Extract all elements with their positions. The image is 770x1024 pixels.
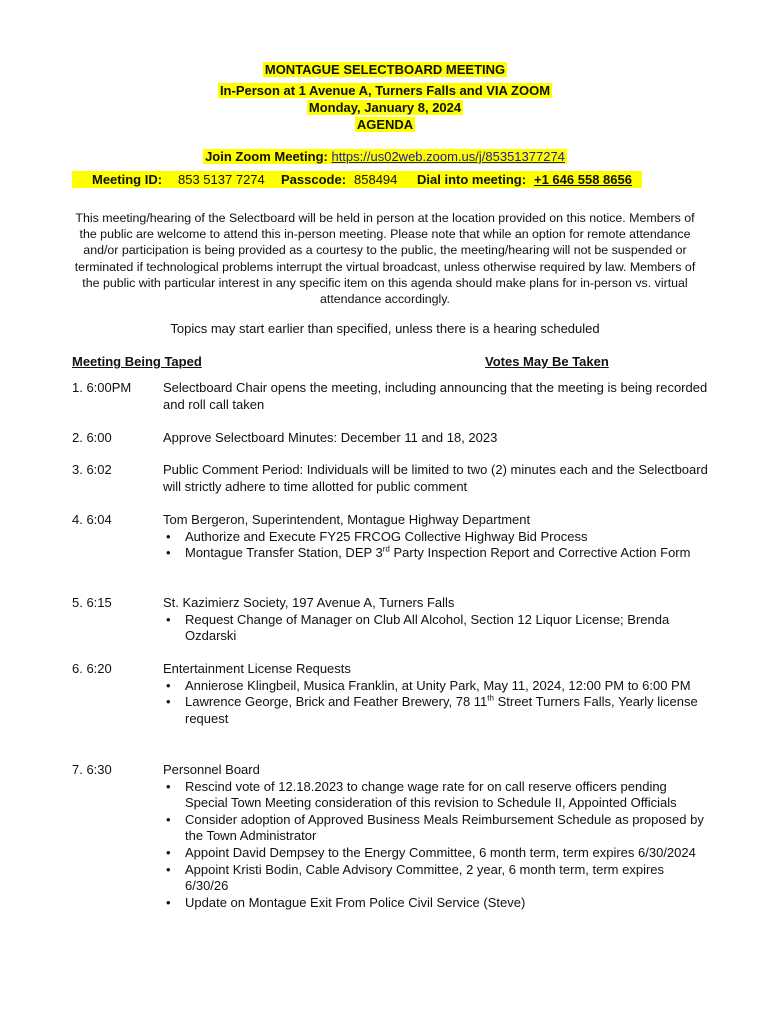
item-text: Entertainment License Requests: [163, 661, 351, 676]
list-item: • Appoint David Dempsey to the Energy Committee, 6 month term, term expires 6/30/2024: [163, 845, 708, 862]
zoom-join-line: [0, 149, 770, 164]
topics-note: Topics may start earlier than specified, unless there is a hearing scheduled: [170, 321, 600, 336]
meeting-id-label: Meeting ID:: [92, 172, 163, 187]
meeting-id-value: 853 5137 7274: [178, 172, 265, 187]
item-text: St. Kazimierz Society, 197 Avenue A, Turners Falls: [163, 595, 455, 610]
list-item: • Montague Transfer Station, DEP 3rd Party Inspection Report and Corrective Action Form: [163, 545, 708, 562]
dial-in-label: Dial into meeting:: [417, 172, 527, 187]
dial-in-number[interactable]: +1 646 558 8656: [534, 172, 632, 187]
item-number: 5. 6:15: [72, 595, 112, 610]
list-item: • Annierose Klingbeil, Musica Franklin, at Unity Park, May 11, 2024, 12:00 PM to 6:00 PM: [163, 678, 708, 695]
meeting-location: In-Person at 1 Avenue A, Turners Falls and VIA ZOOM: [219, 83, 551, 98]
votes-heading: Votes May Be Taken: [485, 354, 609, 369]
item-text: Personnel Board: [163, 762, 260, 777]
passcode-value: 858494: [354, 172, 398, 187]
list-item: • Rescind vote of 12.18.2023 to change wage rate for on call reserve officers pending Special Town Meeting consideration of this revision to Schedule II, Appointed Officials: [163, 779, 708, 812]
zoom-join-label: Join Zoom Meeting:: [205, 149, 328, 164]
list-item: • Authorize and Execute FY25 FRCOG Collective Highway Bid Process: [163, 529, 708, 546]
list-item: • Request Change of Manager on Club All Alcohol, Section 12 Liquor License; Brenda Ozdarski: [163, 612, 708, 645]
item-text: Selectboard Chair opens the meeting, including announcing that the meeting is being recorded and roll call taken: [163, 380, 708, 412]
item-number: 6. 6:20: [72, 661, 112, 676]
zoom-credentials-line: [72, 171, 642, 188]
meeting-taped-heading: Meeting Being Taped: [72, 354, 202, 369]
item-text: Approve Selectboard Minutes: December 11 and 18, 2023: [163, 430, 498, 445]
item-number: 3. 6:02: [72, 462, 112, 477]
item-number: 7. 6:30: [72, 762, 112, 777]
item-text: Tom Bergeron, Superintendent, Montague Highway Department: [163, 512, 531, 527]
list-item: • Consider adoption of Approved Business Meals Reimbursement Schedule as proposed by the Town Administrator: [163, 812, 708, 845]
meeting-title: MONTAGUE SELECTBOARD MEETING: [264, 62, 506, 77]
item-number: 1. 6:00PM: [72, 380, 132, 395]
list-item: • Appoint Kristi Bodin, Cable Advisory Committee, 2 year, 6 month term, term expires 6/30/26: [163, 862, 708, 895]
meeting-date: Monday, January 8, 2024: [308, 100, 462, 115]
item-number: 2. 6:00: [72, 430, 112, 445]
agenda-heading: AGENDA: [356, 117, 414, 132]
remote-attendance-notice: This meeting/hearing of the Selectboard will be held in person at the location provided on this notice. Members of the public are welcome to attend this in-person meeting. Please note that while an option for remote attendance and/or participation is being provided as a courtesy to the public, the meeting/hearing will not be suspended or terminated if technological problems interrupt the virtual broadcast, unless otherwise required by law. Members of the public with particular interest in any specific item on this agenda should make plans for in-person vs. virtual attendance accordingly.: [74, 211, 696, 307]
item-text: Public Comment Period: Individuals will be limited to two (2) minutes each and the Selectboard will strictly adhere to time allotted for public comment: [163, 462, 708, 494]
passcode-label: Passcode:: [281, 172, 347, 187]
list-item: • Update on Montague Exit From Police Civil Service (Steve): [163, 895, 708, 912]
zoom-join-link[interactable]: https://us02web.zoom.us/j/85351377274: [331, 149, 565, 164]
list-item: • Lawrence George, Brick and Feather Brewery, 78 11th Street Turners Falls, Yearly license request: [163, 694, 708, 727]
item-number: 4. 6:04: [72, 512, 112, 527]
